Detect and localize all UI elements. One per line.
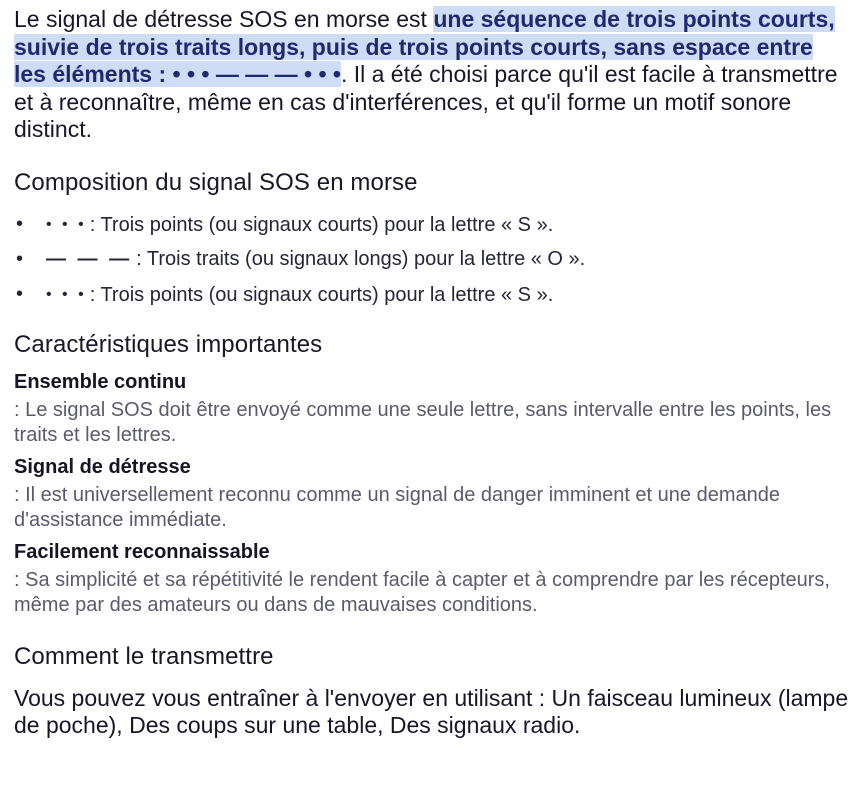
list-item <box>14 207 849 242</box>
feature-description: : Sa simplicité et sa répétitivité le rendent facile à capter et à comprendre par les récepteurs, même par des amateurs ou dans de mauvaises conditions. <box>14 568 830 616</box>
list-item <box>14 277 849 312</box>
intro-text-before: Le signal de détresse SOS en morse est <box>14 6 434 32</box>
document <box>14 0 849 739</box>
bullet-icon: • <box>16 247 24 270</box>
feature-title: Ensemble continu <box>14 370 187 393</box>
bullet-icon: • <box>16 212 24 235</box>
morse-code-o: — — — <box>46 247 133 270</box>
feature-title: Signal de détresse <box>14 455 191 478</box>
transmit-paragraph: Vous pouvez vous entraîner à l'envoyer en utilisant : Un faisceau lumineux (lampe de poche), Des coups sur une table, Des signaux radio. <box>14 684 849 738</box>
list-item <box>14 242 849 277</box>
feature-description: : Le signal SOS doit être envoyé comme une seule lettre, sans intervalle entre les points, les traits et les lettres. <box>14 398 832 446</box>
bullet-icon: • <box>16 282 24 305</box>
intro-text-after: . Il a été choisi parce qu'il est facile à transmettre et à reconnaître, même en cas d'interférences, et qu'il forme un motif sonore distinct. <box>14 61 838 142</box>
list-item-text: : Trois traits (ou signaux longs) pour la lettre « O ». <box>136 247 586 270</box>
feature-description: : Il est universellement reconnu comme un signal de danger imminent et une demande d'assistance immédiate. <box>14 483 780 531</box>
composition-list <box>14 207 849 312</box>
morse-code-s: • • • <box>46 215 87 233</box>
feature-title: Facilement reconnaissable <box>14 540 270 563</box>
intro-highlighted-text[interactable]: une séquence de trois points courts, suivie de trois traits longs, puis de trois points courts, sans espace entre les éléments : • • • — — — • • • <box>14 6 835 87</box>
list-item-text: : Trois points (ou signaux courts) pour la lettre « S ». <box>89 283 554 306</box>
intro-paragraph <box>14 6 849 144</box>
transmit-heading: Comment le transmettre <box>14 642 274 670</box>
characteristics-heading: Caractéristiques importantes <box>14 330 323 358</box>
composition-heading: Composition du signal SOS en morse <box>14 168 418 196</box>
morse-code-s: • • • <box>46 285 87 303</box>
list-item-text: : Trois points (ou signaux courts) pour la lettre « S ». <box>89 213 554 236</box>
